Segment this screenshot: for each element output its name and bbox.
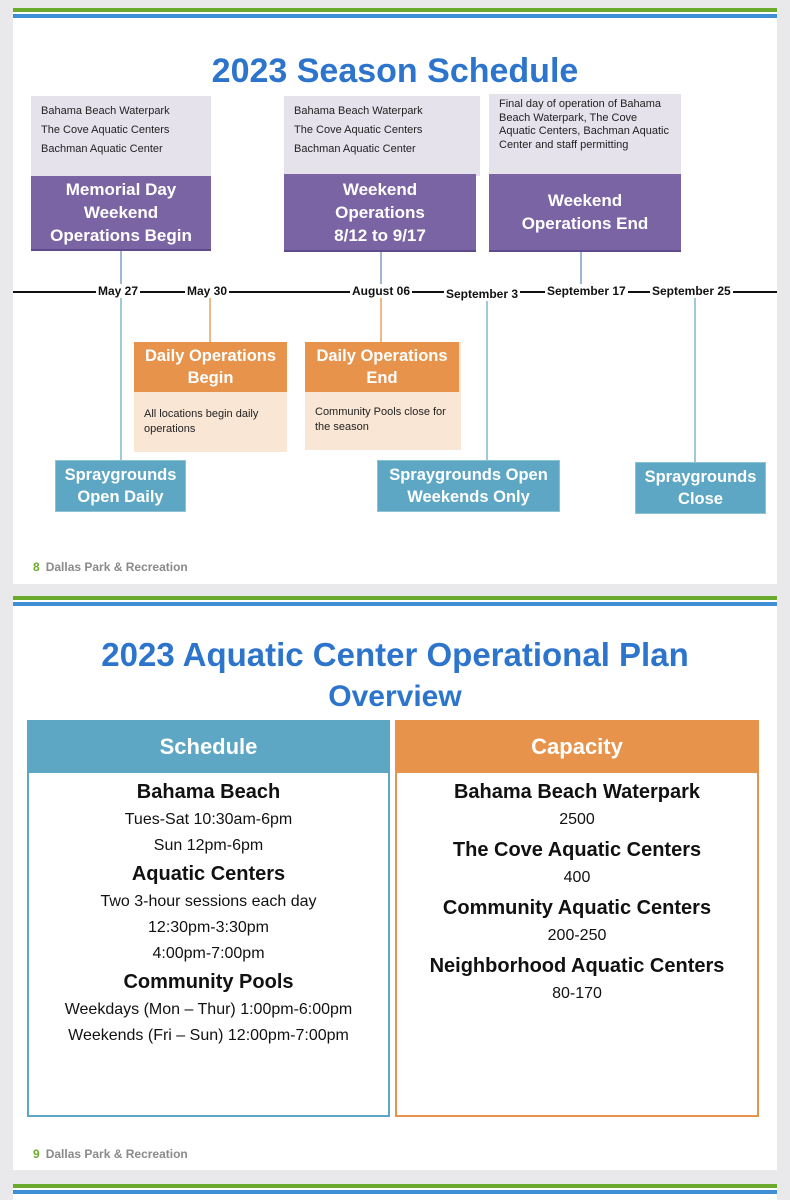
connector-may30 bbox=[209, 293, 211, 343]
event-line: 8/12 to 9/17 bbox=[334, 225, 426, 245]
note-weekend-ops bbox=[284, 96, 480, 176]
capacity-header: Capacity bbox=[395, 720, 759, 773]
event-spraygrounds-weekends-only bbox=[377, 460, 560, 512]
schedule-line: Weekdays (Mon – Thur) 1:00pm-6:00pm bbox=[64, 1001, 353, 1018]
event-daily-ops-end bbox=[305, 342, 459, 392]
slide-season-schedule bbox=[13, 8, 777, 584]
event-weekend-ops-end bbox=[489, 174, 681, 252]
header-stripes bbox=[13, 596, 777, 608]
event-line: Daily Operations bbox=[316, 347, 448, 365]
footer-org: Dallas Park & Recreation bbox=[45, 560, 188, 574]
slide-operational-plan bbox=[13, 596, 777, 1170]
event-line: Spraygrounds bbox=[644, 468, 757, 486]
note-line: The Cove Aquatic Centers bbox=[294, 124, 423, 136]
capacity-value: 200-250 bbox=[547, 927, 607, 944]
event-spraygrounds-close bbox=[635, 462, 766, 514]
page-number: 9 bbox=[33, 1147, 40, 1161]
operational-plan-title: 2023 Aquatic Center Operational Plan bbox=[101, 636, 689, 673]
connector-sep3 bbox=[486, 293, 488, 461]
schedule-line: Two 3-hour sessions each day bbox=[100, 893, 317, 910]
schedule-line: Weekends (Fri – Sun) 12:00pm-7:00pm bbox=[68, 1027, 349, 1044]
date-may-27: May 27 bbox=[98, 284, 139, 298]
capacity-value: 2500 bbox=[559, 811, 595, 828]
schedule-line: Sun 12pm-6pm bbox=[153, 837, 264, 854]
schedule-header: Schedule bbox=[27, 720, 390, 773]
event-line: Weekend bbox=[547, 191, 623, 210]
note-ops-end bbox=[489, 94, 681, 174]
event-line: Memorial Day bbox=[65, 180, 177, 199]
note-line: Bachman Aquatic Center bbox=[41, 143, 163, 155]
detail-text: All locations begin daily operations bbox=[144, 408, 259, 435]
slide-footer bbox=[33, 560, 188, 574]
event-line: Begin bbox=[187, 369, 234, 387]
slide-footer bbox=[33, 1147, 188, 1161]
date-september-3: September 3 bbox=[446, 287, 519, 301]
operational-plan-subtitle: Overview bbox=[328, 680, 462, 713]
note-memorial-day bbox=[31, 96, 211, 176]
schedule-line: Tues-Sat 10:30am-6pm bbox=[124, 811, 293, 828]
note-line: Bachman Aquatic Center bbox=[294, 143, 416, 155]
event-line: Weekends Only bbox=[407, 488, 530, 506]
footer-org: Dallas Park & Recreation bbox=[45, 1147, 188, 1161]
event-line: Operations Begin bbox=[50, 226, 192, 245]
header-stripes bbox=[13, 1184, 777, 1196]
schedule-group-name: Community Pools bbox=[123, 971, 294, 993]
capacity-facility: Bahama Beach Waterpark bbox=[453, 781, 701, 803]
date-august-06: August 06 bbox=[352, 284, 411, 298]
event-line: Daily Operations bbox=[144, 347, 277, 365]
capacity-body bbox=[395, 773, 759, 1117]
slide-next-partial bbox=[13, 1184, 777, 1200]
event-line: Spraygrounds bbox=[64, 466, 177, 484]
note-text: Final day of operation of Bahama Beach Waterpark, The Cove Aquatic Centers, Bachman Aquatic Center and staff permitting bbox=[499, 98, 669, 151]
event-line: End bbox=[366, 369, 398, 387]
note-line: Bahama Beach Waterpark bbox=[41, 105, 170, 117]
detail-text: Community Pools close for the season bbox=[315, 406, 446, 433]
date-september-25: September 25 bbox=[652, 284, 731, 298]
note-line: The Cove Aquatic Centers bbox=[41, 124, 170, 136]
event-daily-ops-begin bbox=[134, 342, 287, 392]
connector-aug06-bottom bbox=[380, 293, 382, 343]
schedule-group-name: Bahama Beach bbox=[136, 781, 281, 803]
event-line: Operations bbox=[335, 202, 425, 222]
event-line: Spraygrounds Open bbox=[389, 466, 548, 484]
event-line: Weekend bbox=[342, 179, 418, 199]
schedule-column bbox=[27, 720, 390, 1117]
capacity-value: 400 bbox=[563, 869, 591, 886]
schedule-line: 4:00pm-7:00pm bbox=[152, 945, 265, 962]
event-memorial-day-ops-begin bbox=[31, 176, 211, 251]
event-weekend-operations bbox=[284, 174, 476, 252]
event-line: Open Daily bbox=[77, 488, 164, 506]
schedule-group-name: Aquatic Centers bbox=[131, 863, 286, 885]
schedule-line: 12:30pm-3:30pm bbox=[148, 919, 269, 936]
capacity-column bbox=[395, 720, 759, 1117]
connector-may27-bottom bbox=[120, 293, 122, 460]
event-spraygrounds-open-daily bbox=[55, 460, 186, 512]
schedule-body bbox=[27, 773, 390, 1117]
header-stripes bbox=[13, 8, 777, 20]
capacity-facility: Community Aquatic Centers bbox=[442, 897, 712, 919]
note-line: Bahama Beach Waterpark bbox=[294, 105, 423, 117]
date-september-17: September 17 bbox=[547, 284, 626, 298]
date-may-30: May 30 bbox=[187, 284, 228, 298]
season-schedule-title: 2023 Season Schedule bbox=[211, 52, 579, 90]
event-line: Close bbox=[678, 490, 723, 508]
page-number: 8 bbox=[33, 560, 40, 574]
capacity-facility: The Cove Aquatic Centers bbox=[452, 839, 702, 861]
event-line: Operations End bbox=[521, 214, 649, 233]
event-line: Weekend bbox=[83, 203, 159, 222]
capacity-value: 80-170 bbox=[552, 985, 602, 1002]
connector-sep25 bbox=[694, 293, 696, 463]
capacity-facility: Neighborhood Aquatic Centers bbox=[429, 955, 725, 977]
